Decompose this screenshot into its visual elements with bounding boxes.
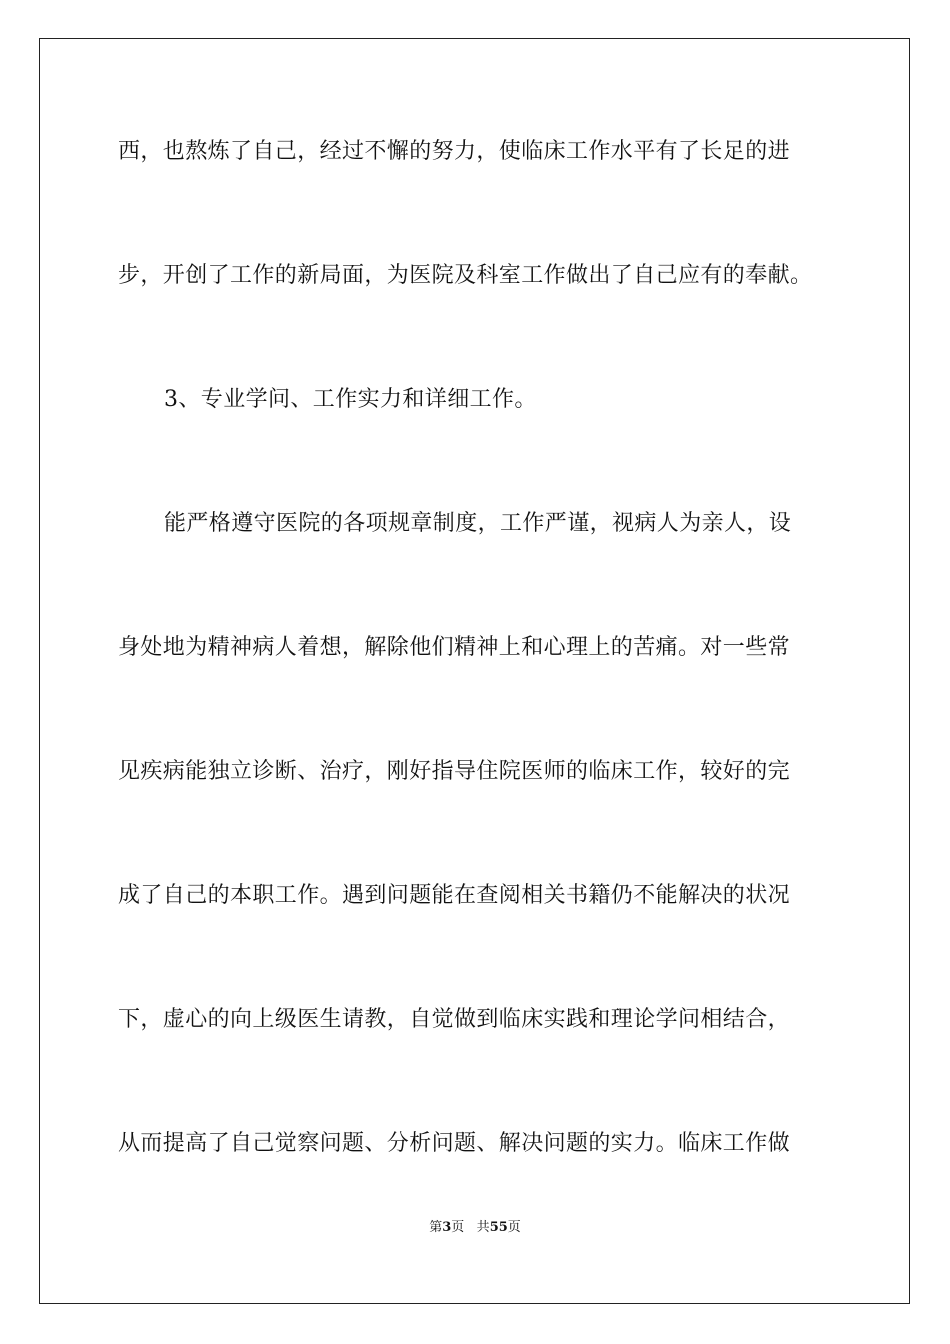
page-border <box>39 38 910 1304</box>
page-number: 3 <box>442 1220 452 1235</box>
page-prefix: 第 <box>429 1220 443 1235</box>
total-pages: 55 <box>489 1220 508 1235</box>
body-text-line: 西，也熬炼了自己，经过不懈的努力，使临床工作水平有了长足的进 <box>118 139 791 164</box>
section-heading: 3、专业学问、工作实力和详细工作。 <box>164 387 537 412</box>
page-suffix: 页 <box>451 1220 465 1235</box>
body-text-line: 下，虚心的向上级医生请教，自觉做到临床实践和理论学问相结合， <box>118 1007 791 1032</box>
body-text-line: 见疾病能独立诊断、治疗，刚好指导住院医师的临床工作，较好的完 <box>118 759 791 784</box>
body-text-line: 步，开创了工作的新局面，为医院及科室工作做出了自己应有的奉献。 <box>118 263 813 288</box>
body-text-line: 身处地为精神病人着想，解除他们精神上和心理上的苦痛。对一些常 <box>118 635 791 660</box>
body-text-line: 成了自己的本职工作。遇到问题能在查阅相关书籍仍不能解决的状况 <box>118 883 791 908</box>
body-text-line: 从而提高了自己觉察问题、分析问题、解决问题的实力。临床工作做 <box>118 1131 791 1156</box>
total-suffix: 页 <box>507 1220 521 1235</box>
page-footer <box>0 1219 950 1237</box>
body-text-line: 能严格遵守医院的各项规章制度，工作严谨，视病人为亲人，设 <box>164 511 792 536</box>
total-prefix: 共 <box>476 1220 490 1235</box>
